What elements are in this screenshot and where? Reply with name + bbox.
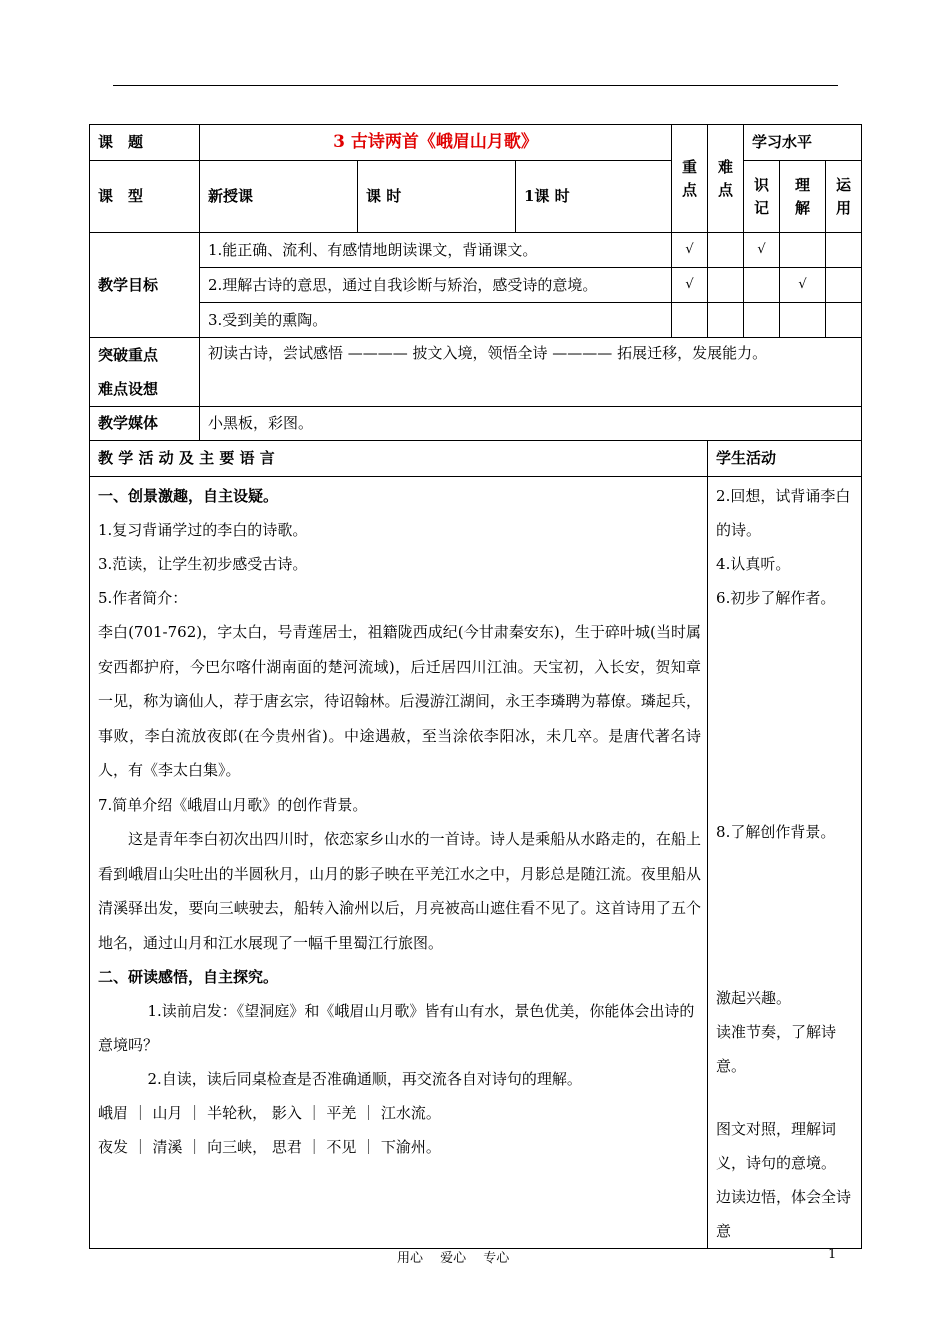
poem-line: 夜发 ｜ 清溪 ｜ 向三峡， 思君 ｜ 不见 ｜ 下渝州。 xyxy=(98,1138,441,1157)
hours-label: 课 时 xyxy=(358,161,516,233)
row-breakthrough xyxy=(90,338,862,407)
header-rule xyxy=(113,85,838,86)
objective-row-2 xyxy=(90,268,862,303)
row-type xyxy=(90,161,862,233)
footer-motto: 用心 爱心 专心 xyxy=(397,1251,510,1266)
row-activities-header xyxy=(90,441,862,477)
objective-memorize-mark: √ xyxy=(744,233,780,268)
objective-understand-mark xyxy=(780,233,826,268)
activity-item: 3.范读，让学生初步感受古诗。 xyxy=(98,555,308,573)
student-activity: 4.认真听。 xyxy=(716,555,791,573)
objective-apply-mark xyxy=(826,303,862,338)
type-label: 课 型 xyxy=(90,161,200,233)
student-activity: 2.回想，试背诵李白的诗。 xyxy=(716,487,851,539)
type-value: 新授课 xyxy=(200,161,358,233)
objective-memorize-mark xyxy=(744,268,780,303)
level-memorize: 识记 xyxy=(744,161,780,233)
background-text: 这是青年李白初次出四川时，依恋家乡山水的一首诗。诗人是乘船从水路走的，在船上看到峨眉山尖吐出的半圆秋月，山月的影子映在平羌江水之中，月影总是随江流。夜里船从清溪驿出发，要向三峡驶去，船转入渝州以后，月亮被高山遮住看不见了。这首诗用了五个地名，通过山月和江水展现了一幅千里蜀江行旅图。 xyxy=(98,829,702,952)
student-activity-column xyxy=(708,477,862,1249)
objective-apply-mark xyxy=(826,268,862,303)
objectives-label: 教学目标 xyxy=(90,233,200,338)
row-media xyxy=(90,407,862,441)
student-activity: 激起兴趣。 xyxy=(716,989,792,1007)
student-activity: 边读边悟，体会全诗意 xyxy=(716,1188,852,1240)
objective-row-1 xyxy=(90,233,862,268)
objective-text: 2.理解古诗的意思，通过自我诊断与矫治，感受诗的意境。 xyxy=(200,268,672,303)
page-number: 1 xyxy=(828,1247,837,1262)
objective-understand-mark: √ xyxy=(780,268,826,303)
student-activity: 图文对照，理解词义，诗句的意境。 xyxy=(716,1120,837,1172)
media-label: 教学媒体 xyxy=(90,407,200,441)
objective-apply-mark xyxy=(826,233,862,268)
breakthrough-text: 初读古诗，尝试感悟 ———— 披文入境，领悟全诗 ———— 拓展迁移，发展能力。 xyxy=(200,338,862,407)
student-activity: 6.初步了解作者。 xyxy=(716,589,836,607)
key-points-header: 重点 xyxy=(672,125,708,233)
objective-key-mark: √ xyxy=(672,233,708,268)
learning-level-header: 学习水平 xyxy=(744,125,862,161)
section-1-title: 一、创景激趣，自主设疑。 xyxy=(98,487,279,505)
activity-item: 5.作者简介： xyxy=(98,589,188,607)
row-activities-body xyxy=(90,477,862,1249)
objective-key-mark: √ xyxy=(672,268,708,303)
level-understand: 理解 xyxy=(780,161,826,233)
objective-hard-mark xyxy=(708,268,744,303)
activities-main-header: 教 学 活 动 及 主 要 语 言 xyxy=(90,441,708,477)
row-course xyxy=(90,125,862,161)
poem-line: 峨眉 ｜ 山月 ｜ 半轮秋， 影入 ｜ 平羌 ｜ 江水流。 xyxy=(98,1104,441,1123)
objective-hard-mark xyxy=(708,303,744,338)
hours-value: 1课 时 xyxy=(516,161,672,233)
objective-text: 1.能正确、流利、有感情地朗读课文，背诵课文。 xyxy=(200,233,672,268)
breakthrough-label: 突破重点 难点设想 xyxy=(90,338,200,407)
section-2-title: 二、研读感悟，自主探究。 xyxy=(98,968,279,987)
objective-row-3 xyxy=(90,303,862,338)
reading-prompt: 1.读前启发：《望洞庭》和《峨眉山月歌》皆有山有水，景色优美，你能体会出诗的意境吗？ xyxy=(98,1002,695,1055)
activities-main-column xyxy=(90,477,708,1249)
lesson-plan-table xyxy=(89,124,862,1249)
reading-task: 2.自读，读后同桌检查是否准确通顺，再交流各自对诗句的理解。 xyxy=(147,1070,582,1089)
level-apply: 运用 xyxy=(826,161,862,233)
course-title: 3 古诗两首《峨眉山月歌》 xyxy=(200,125,672,161)
student-activity: 8.了解创作背景。 xyxy=(716,823,836,841)
objective-understand-mark xyxy=(780,303,826,338)
course-label: 课 题 xyxy=(90,125,200,161)
objective-memorize-mark xyxy=(744,303,780,338)
activities-side-header: 学生活动 xyxy=(708,441,862,477)
author-bio: 李白(701-762)，字太白，号青莲居士，祖籍陇西成纪(今甘肃秦安东)，生于碎叶城(当时属安西都护府，今巴尔喀什湖南面的楚河流域)，后迁居四川江油。天宝初，入长安，贺知章一见，称为谪仙人，荐于唐玄宗，待诏翰林。后漫游江湖间，永王李璘聘为幕僚。璘起兵，事败，李白流放夜郎(在今贵州省)。中途遇赦，至当涂依李阳冰，未几卒。是唐代著名诗人，有《李太白集》。 xyxy=(98,623,702,780)
objective-key-mark xyxy=(672,303,708,338)
objective-hard-mark xyxy=(708,233,744,268)
student-activity: 读准节奏，了解诗意。 xyxy=(716,1023,837,1075)
activity-item: 1.复习背诵学过的李白的诗歌。 xyxy=(98,521,308,539)
objective-text: 3.受到美的熏陶。 xyxy=(200,303,672,338)
difficulty-header: 难点 xyxy=(708,125,744,233)
media-text: 小黑板，彩图。 xyxy=(200,407,862,441)
activity-item: 7.简单介绍《峨眉山月歌》的创作背景。 xyxy=(98,795,368,814)
